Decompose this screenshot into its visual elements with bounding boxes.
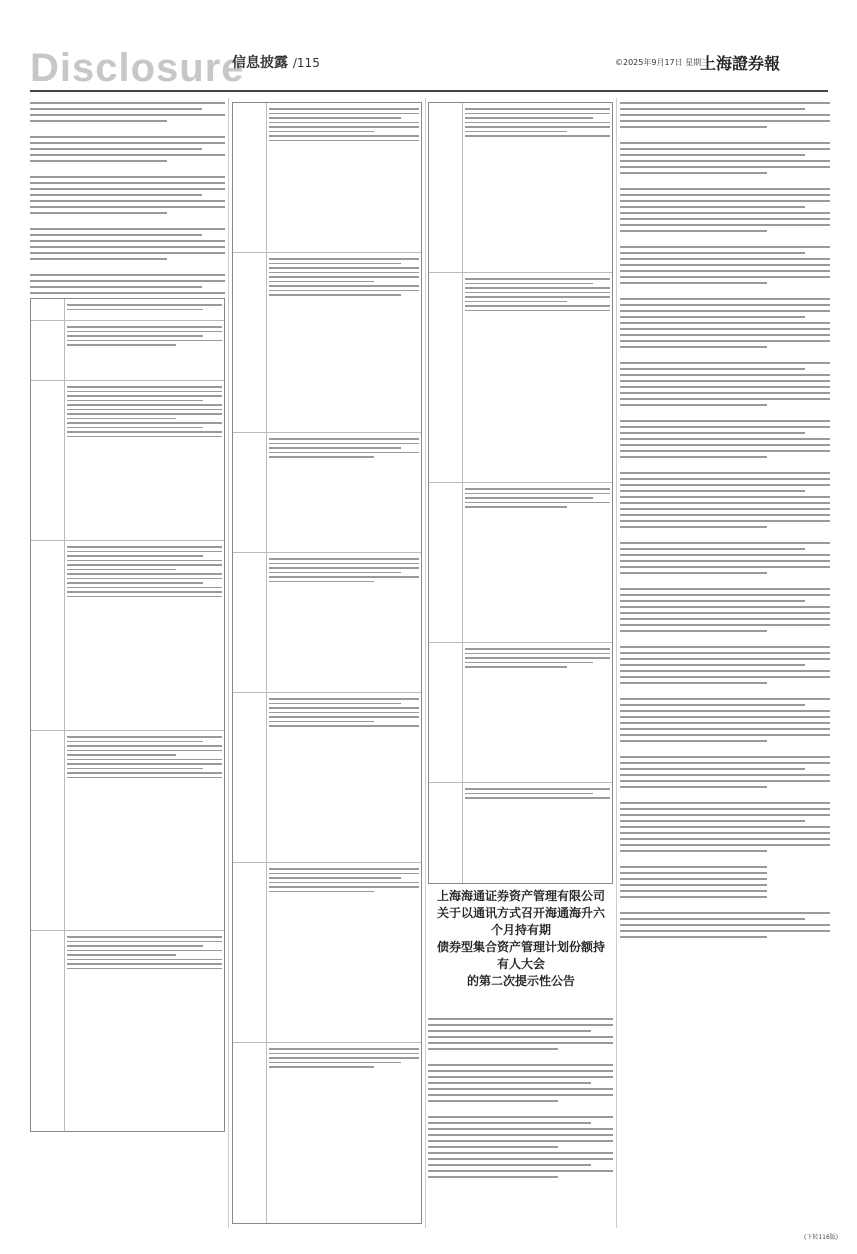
section-title — [232, 52, 320, 72]
notice-title — [432, 888, 610, 990]
notice-body — [428, 1018, 613, 1178]
comparison-table-continued-2 — [428, 102, 613, 884]
column-4-text — [620, 102, 830, 938]
column-divider — [228, 98, 229, 1228]
continued-page-marker: (下转116版) — [804, 1234, 839, 1241]
column-4 — [620, 98, 830, 1228]
notice-title-line: 关于以通讯方式召开海通海升六个月持有期 — [436, 906, 605, 937]
comparison-table — [30, 298, 225, 1132]
notice-title-line: 债券型集合资产管理计划份额持有人大会 — [436, 940, 605, 971]
page-label: /115 — [292, 56, 320, 70]
section-brand: Disclosure — [30, 46, 245, 90]
column-1-text — [30, 102, 225, 294]
header-rule — [30, 90, 828, 92]
notice-title-line: 上海海通证券资产管理有限公司 — [436, 889, 605, 903]
comparison-table-continued — [232, 102, 422, 1224]
page-header — [0, 0, 857, 92]
column-divider — [616, 98, 617, 1228]
section-title-text: 信息披露 — [232, 55, 288, 71]
newspaper-masthead: 上海證券報 — [700, 54, 781, 73]
column-1 — [30, 98, 225, 1228]
column-3 — [428, 98, 613, 1228]
dateline: ©2025年9月17日 星期三 — [615, 58, 710, 67]
column-divider — [425, 98, 426, 1228]
column-2 — [232, 98, 422, 1228]
notice-title-line: 的第二次提示性公告 — [466, 974, 575, 988]
